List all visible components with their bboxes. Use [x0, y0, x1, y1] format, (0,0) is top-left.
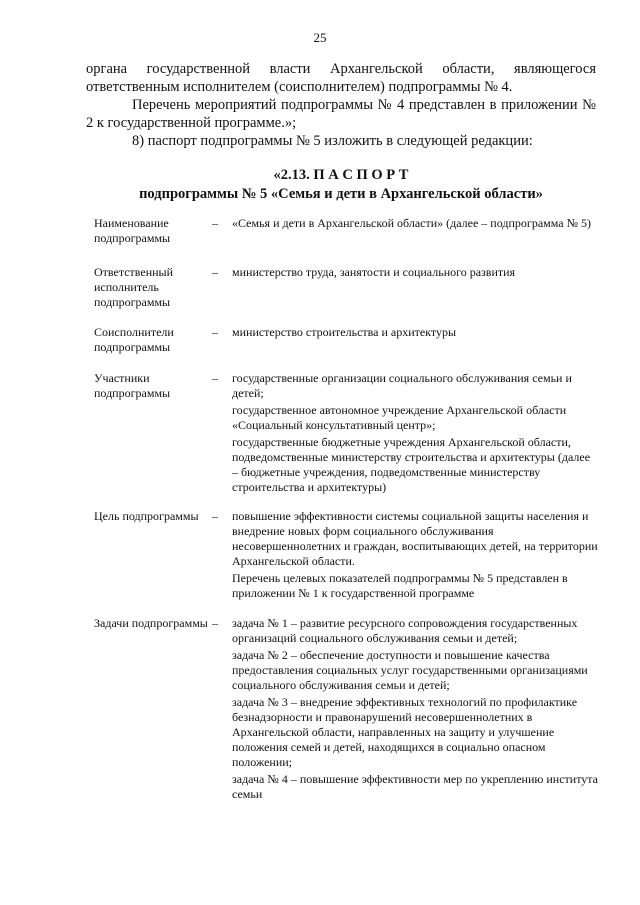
passport-title: «2.13. П А С П О Р Т — [273, 167, 409, 183]
dash: – — [212, 265, 218, 279]
row-label: Участники подпрограммы — [94, 371, 171, 400]
passport-row-goal — [94, 509, 599, 616]
dash: – — [212, 216, 218, 230]
passport-row-executor — [94, 265, 599, 325]
participant-item: государственное автономное учреждение Архангельской области «Социальный консультативный центр»; — [232, 403, 567, 432]
row-label: Цель подпрограммы — [94, 509, 199, 523]
task-item: задача № 4 – повышение эффективности мер по укреплению института семьи — [232, 772, 598, 801]
dash: – — [212, 509, 218, 523]
participant-item: государственные организации социального обслуживания семьи и детей; — [232, 371, 572, 400]
task-item: задача № 1 – развитие ресурсного сопровождения государственных организаций социального обслуживания семьи и детей; — [232, 616, 578, 645]
dash: – — [212, 325, 218, 339]
row-label: Наименование подпрограммы — [94, 216, 171, 245]
task-item: задача № 2 – обеспечение доступности и повышение качества предоставления социальных услуг государственными организациями социального обслуживания семьи и детей; — [232, 648, 588, 692]
dash: – — [212, 616, 218, 630]
intro-paragraph-2: Перечень мероприятий подпрограммы № 4 представлен в приложении № 2 к государственной программе.»; — [86, 97, 596, 131]
page-number: 25 — [313, 30, 327, 45]
passport-subtitle: подпрограммы № 5 «Семья и дети в Архангельской области» — [139, 186, 543, 202]
passport-row-name — [94, 216, 599, 265]
row-label: Ответственный исполнитель подпрограммы — [94, 265, 174, 309]
intro-paragraph-1: органа государственной власти Архангельской области, являющегося ответственным исполнителем (соисполнителем) подпрограммы № 4. — [86, 61, 596, 95]
passport-row-tasks — [94, 616, 599, 804]
row-value — [232, 371, 599, 509]
row-value — [232, 616, 599, 804]
row-label: Соисполнители подпрограммы — [94, 325, 174, 354]
passport-table — [94, 216, 599, 804]
intro-paragraph-3: 8) паспорт подпрограммы № 5 изложить в следующей редакции: — [132, 133, 533, 149]
intro-text — [86, 60, 596, 150]
goal-item: Перечень целевых показателей подпрограммы № 5 представлен в приложении № 1 к государственной программе — [232, 571, 568, 600]
row-value — [232, 509, 599, 616]
row-value: министерство труда, занятости и социального развития — [232, 265, 516, 279]
passport-heading — [86, 166, 596, 204]
dash: – — [212, 371, 218, 385]
passport-row-participants — [94, 371, 599, 509]
passport-row-coexecutor — [94, 325, 599, 371]
row-value: «Семья и дети в Архангельской области» (далее – подпрограмма № 5) — [232, 216, 592, 230]
goal-item: повышение эффективности системы социальной защиты населения и внедрение новых форм социального обслуживания несовершеннолетних и граждан, воспитывающих детей, на территории Архангельской области. — [232, 509, 598, 568]
row-value: министерство строительства и архитектуры — [232, 325, 457, 339]
task-item: задача № 3 – внедрение эффективных технологий по профилактике безнадзорности и правонарушений несовершеннолетних в Архангельской области, направленных на защиту и улучшение положения семей и детей, находящихся в социально опасном положении; — [232, 695, 578, 769]
participant-item: государственные бюджетные учреждения Архангельской области, подведомственные министерству строительства и архитектуры (далее – бюджетные учреждения, подведомственные министерству строительства и архитектуры) — [232, 435, 591, 494]
row-label: Задачи подпрограммы — [94, 616, 208, 630]
